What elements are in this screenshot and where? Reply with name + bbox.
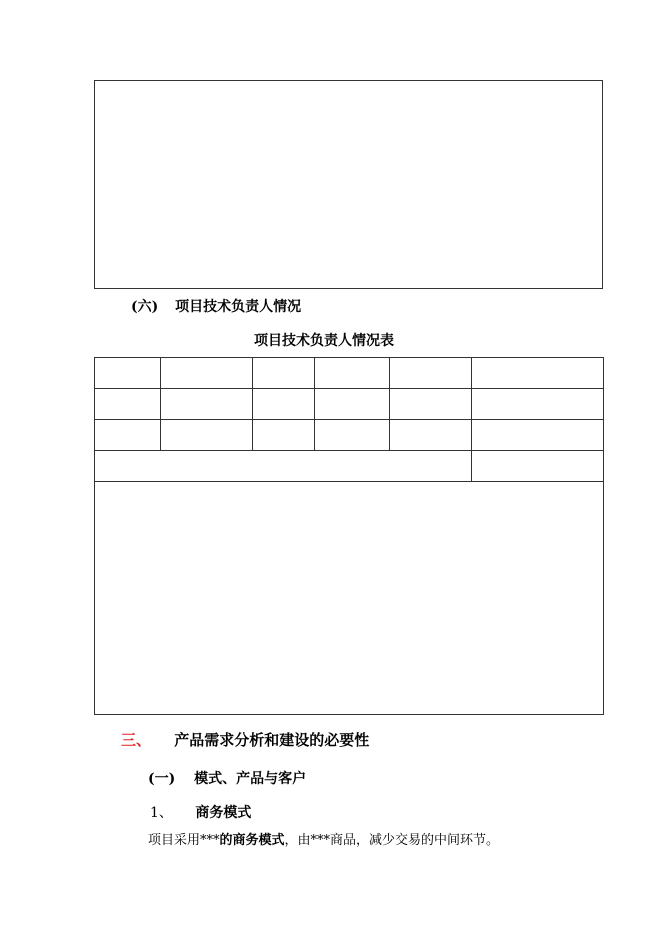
body-paragraph xyxy=(148,829,499,848)
table-cell xyxy=(95,389,161,420)
table-caption: 项目技术负责人情况表 xyxy=(254,333,394,349)
table-cell xyxy=(161,389,253,420)
section-3-heading xyxy=(121,729,369,750)
tech-lead-table xyxy=(94,357,604,715)
subsection-1-title: 模式、产品与客户 xyxy=(194,771,307,787)
table-cell xyxy=(472,420,604,451)
table-row xyxy=(95,420,604,451)
table-cell xyxy=(472,389,604,420)
top-empty-box xyxy=(94,80,603,289)
table-cell xyxy=(161,358,253,389)
table-row xyxy=(95,482,604,715)
subsection-1-heading xyxy=(148,768,306,788)
table-row xyxy=(95,389,604,420)
table-cell xyxy=(95,451,472,482)
table-cell xyxy=(315,420,390,451)
table-cell xyxy=(95,420,161,451)
body-bold: 的商务模式 xyxy=(219,833,285,848)
table-cell xyxy=(315,358,390,389)
section-3-number: 三、 xyxy=(121,731,152,749)
body-suffix: ，由***商品，减少交易的中间环节。 xyxy=(284,833,500,848)
table-cell xyxy=(390,389,472,420)
item-1-number: 1、 xyxy=(150,805,173,821)
section-6-heading xyxy=(131,296,301,316)
table-cell xyxy=(472,358,604,389)
table-cell xyxy=(95,358,161,389)
table-cell xyxy=(253,420,315,451)
table-row xyxy=(95,451,604,482)
table-cell xyxy=(472,451,604,482)
table-cell xyxy=(253,358,315,389)
section-6-title: 项目技术负责人情况 xyxy=(175,299,302,315)
subsection-1-number: (一) xyxy=(148,771,176,787)
section-6-number: (六) xyxy=(131,299,159,315)
table-notes-cell xyxy=(95,482,604,715)
table-cell xyxy=(315,389,390,420)
table-cell xyxy=(390,420,472,451)
table-cell xyxy=(253,389,315,420)
table-cell xyxy=(161,420,253,451)
body-prefix: 项目采用*** xyxy=(148,833,220,848)
item-1-title: 商务模式 xyxy=(195,805,252,821)
section-3-title: 产品需求分析和建设的必要性 xyxy=(174,731,370,749)
table-cell xyxy=(390,358,472,389)
table-row xyxy=(95,358,604,389)
item-1-heading xyxy=(150,802,251,822)
